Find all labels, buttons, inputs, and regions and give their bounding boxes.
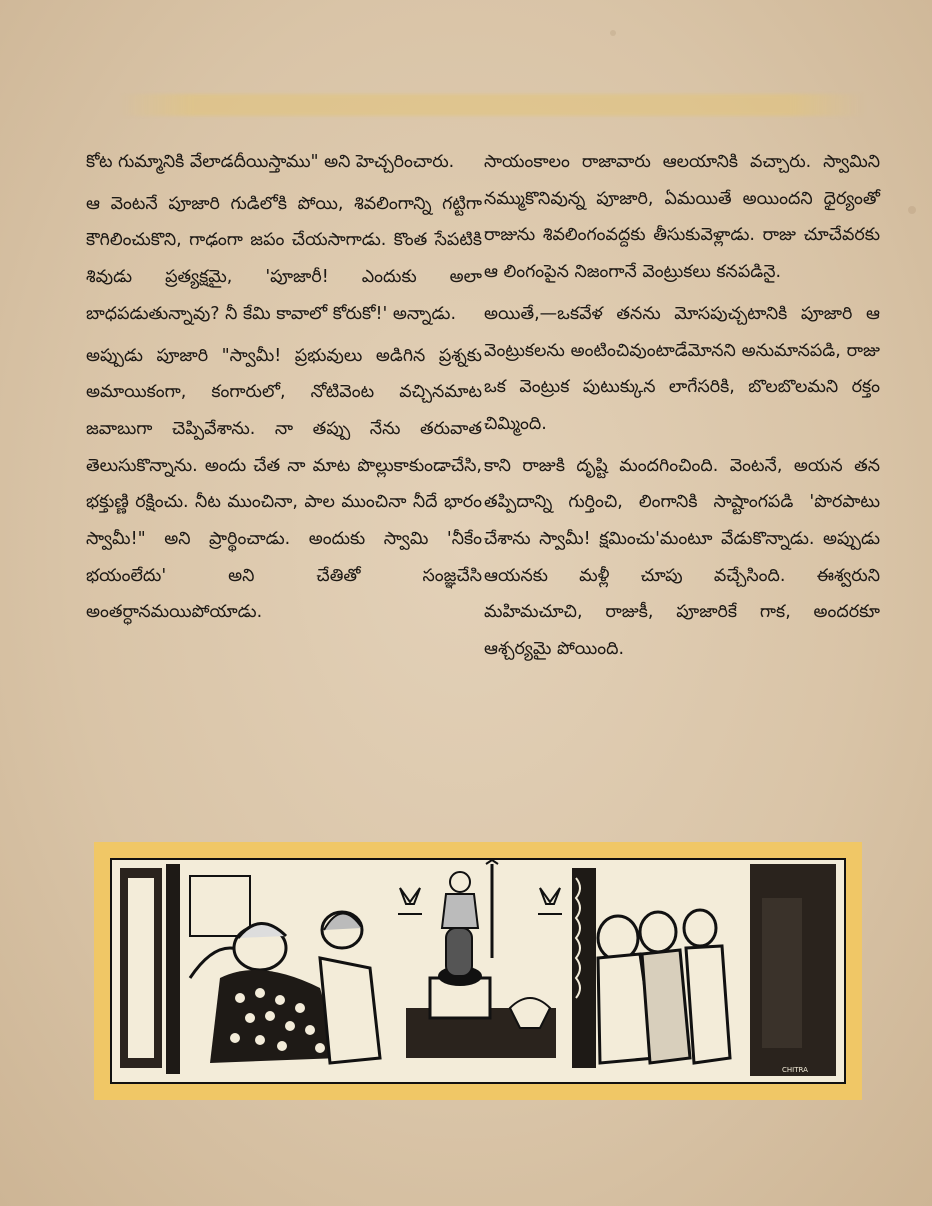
temple-scene-drawing bbox=[110, 858, 846, 1084]
temple-illustration bbox=[110, 858, 846, 1084]
paragraph: కోట గుమ్మానికి వేలాడదీయిస్తాము" అని హెచ్చరించారు. bbox=[86, 152, 455, 172]
paragraph: సాయంకాలం రాజావారు ఆలయానికి వచ్చారు. స్వామిని నమ్ముకొనివున్న పూజారి, ఏమయితే అయిందని ధైర్యంతో రాజును శివలింగంవద్దకు తీసుకువెళ్లాడు. రాజు చూచేవరకు ఆ లింగంపైన నిజంగానే వెంట్రుకలు కనపడినై. bbox=[484, 152, 880, 283]
illustrator-signature: CHITRA bbox=[782, 1066, 808, 1074]
paragraph: అప్పుడు పూజారి "స్వామీ! ప్రభువులు అడిగిన ప్రశ్నకు అమాయికంగా, కంగారులో, నోటివెంట వచ్చినమాట జవాబుగా చెప్పివేశాను. నా తప్పు నేను తరువాత తెలుసుకొన్నాను. అందు చేత నా మాట పొల్లుకాకుండాచేసి, భక్తుణ్ణి రక్షించు. నీట ముంచినా, పాల ముంచినా నీదే భారం స్వామీ!" అని ప్రార్థించాడు. అందుకు స్వామి 'నీకేం భయంలేదు' అని చేతితో సంజ్ఞచేసి అంతర్ధానమయిపోయాడు. bbox=[86, 345, 482, 623]
paragraph: ఆ వెంటనే పూజారి గుడిలోకి పోయి, శివలింగాన్ని గట్టిగా కౌగిలించుకొని, గాఢంగా జపం చేయసాగాడు. కొంత సేపటికి శివుడు ప్రత్యక్షమై, 'పూజారీ! ఎందుకు అలా బాధపడుతున్నావు? నీ కేమి కావాలో కోరుకో!' అన్నాడు. bbox=[86, 193, 482, 324]
paper-speck bbox=[610, 30, 616, 36]
faded-header-band bbox=[118, 94, 866, 116]
right-text-column bbox=[484, 144, 880, 673]
paper-speck bbox=[908, 206, 916, 214]
paragraph: కాని రాజుకి దృష్టి మందగించింది. వెంటనే, అయన తన తప్పిదాన్ని గుర్తించి, లింగానికి సాష్టాంగపడి 'పొరపాటు చేశాను స్వామీ! క్షమించు'మంటూ వేడుకొన్నాడు. అప్పుడు ఆయనకు మళ్లీ చూపు వచ్చేసింది. ఈశ్వరుని మహిమచూచి, రాజుకీ, పూజారికే గాక, అందరకూ ఆశ్చర్యమై పోయింది. bbox=[484, 455, 880, 660]
paragraph: అయితే,—ఒకవేళ తనను మోసపుచ్చటానికి పూజారి ఆ వెంట్రుకలను అంటించివుంటాడేమోనని అనుమానపడి, రాజు ఒక వెంట్రుక పుటుక్కున లాగేసరికి, బొలబొలమని రక్తం చిమ్మింది. bbox=[484, 303, 880, 434]
illustration-frame bbox=[94, 842, 862, 1100]
left-text-column bbox=[86, 144, 482, 636]
